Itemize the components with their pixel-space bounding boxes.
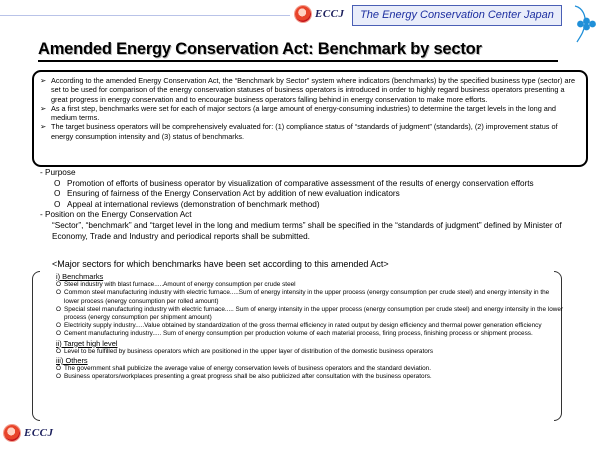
eccj-logo-footer bbox=[4, 425, 54, 441]
org-name-banner: The Energy Conservation Center Japan bbox=[352, 5, 562, 26]
others-item: O Business operators/workplaces presenting a great progress shall be also publicized after consultation with the business operators. bbox=[56, 373, 432, 381]
rising-sun-icon bbox=[4, 425, 20, 441]
circle-bullet-icon: O bbox=[54, 178, 61, 188]
header-rule bbox=[0, 15, 290, 16]
circle-bullet-icon: O bbox=[56, 330, 61, 338]
purpose-heading: - Purpose bbox=[40, 168, 76, 177]
benchmark-item: O Cement manufacturing industry..... Sum of energy consumption per production volume of each material process, firing process, finishing process or shipment process. bbox=[56, 330, 533, 338]
benchmarks-heading: i) Benchmarks bbox=[56, 272, 104, 281]
eccj-logo bbox=[295, 6, 345, 22]
circle-bullet-icon: O bbox=[56, 347, 61, 355]
benchmark-item: O Steel industry with blast furnace.....Amount of energy consumption per crude steel bbox=[56, 281, 296, 289]
left-bracket bbox=[32, 271, 40, 421]
circle-bullet-icon: O bbox=[54, 189, 61, 199]
position-heading: - Position on the Energy Conservation Act bbox=[40, 210, 192, 220]
purpose-item: O Promotion of efforts of business operator by visualization of comparative assessment of the results of energy conservation efforts bbox=[54, 178, 534, 188]
logo-text: ECCJ bbox=[24, 427, 54, 439]
circle-bullet-icon: O bbox=[56, 373, 61, 381]
benchmark-item: O Common steel manufacturing industry with electric furnace.....Sum of energy intensity in the upper process (energy consumption per crude steel) and energy intensity in the lower process (energy consumption per rolled amount) bbox=[56, 289, 550, 305]
summary-item: ➢ The target business operators will be comprehensively evaluated for: (1) compliance status of “standards of judgment” (standards), (2) improvement status of energy consumption intensity and (3) status of benchmarks. bbox=[40, 122, 558, 141]
arrow-bullet-icon: ➢ bbox=[40, 103, 47, 113]
title-underline bbox=[38, 60, 558, 62]
rising-sun-icon bbox=[295, 6, 311, 22]
target-heading: ii) Target high level bbox=[56, 338, 118, 348]
position-text: “Sector”, “benchmark” and “target level in the long and medium terms” shall be specified in the “standards of judgment” defined by Minister of Economy, Trade and Industry and periodical reports shall be submitted. bbox=[52, 220, 562, 241]
arrow-bullet-icon: ➢ bbox=[40, 122, 47, 132]
sector-details bbox=[56, 272, 564, 382]
logo-text: ECCJ bbox=[315, 8, 345, 20]
clover-icon bbox=[571, 4, 597, 44]
benchmark-item: O Special steel manufacturing industry with electric furnace..... Sum of energy intensity in the upper process (energy consumption per crude steel) and energy intensity in the lower process (energy consumption per shipment amount) bbox=[56, 305, 564, 322]
circle-bullet-icon: O bbox=[56, 305, 61, 313]
summary-item: ➢ According to the amended Energy Conservation Act, the “Benchmark by Sector” system where indicators (benchmarks) by the specified business type (sector) are set to be used for comparison of the energy conservation statuses of business operators is introduced in order to highly regard business operators presenting a great progress in energy conservation and to encourage business operators falling behind in energy conservation to make more efforts. bbox=[40, 76, 575, 104]
circle-bullet-icon: O bbox=[54, 199, 61, 209]
purpose-item: O Appeal at international reviews (demonstration of benchmark method) bbox=[54, 199, 320, 209]
others-heading: iii) Others bbox=[56, 356, 88, 366]
purpose-section bbox=[40, 168, 590, 242]
summary-item: ➢ As a first step, benchmarks were set for each of major sectors (a large amount of energy-consuming industries) to determine the target levels in the long and medium terms. bbox=[40, 103, 556, 123]
target-item: O Level to be fulfilled by business operators which are positioned in the upper layer of distribution of the domestic business operators bbox=[56, 347, 434, 355]
summary-box bbox=[32, 70, 588, 167]
purpose-item: O Ensuring of fairness of the Energy Conservation Act by addition of new evaluation indicators bbox=[54, 189, 400, 199]
circle-bullet-icon: O bbox=[56, 322, 61, 330]
circle-bullet-icon: O bbox=[56, 289, 61, 297]
arrow-bullet-icon: ➢ bbox=[40, 76, 47, 85]
benchmark-item: O Electricity supply industry.....Value obtained by standardization of the gross thermal efficiency in rated output by design efficiency and thermal power generation efficiency bbox=[56, 322, 542, 330]
others-item: O The government shall publicize the average value of energy conservation levels of business operators and the standard deviation. bbox=[56, 365, 431, 373]
major-sectors-heading: <Major sectors for which benchmarks have been set according to this amended Act> bbox=[52, 259, 389, 269]
page-title: Amended Energy Conservation Act: Benchmark by sector bbox=[38, 40, 482, 58]
circle-bullet-icon: O bbox=[56, 281, 61, 289]
circle-bullet-icon: O bbox=[56, 365, 61, 373]
